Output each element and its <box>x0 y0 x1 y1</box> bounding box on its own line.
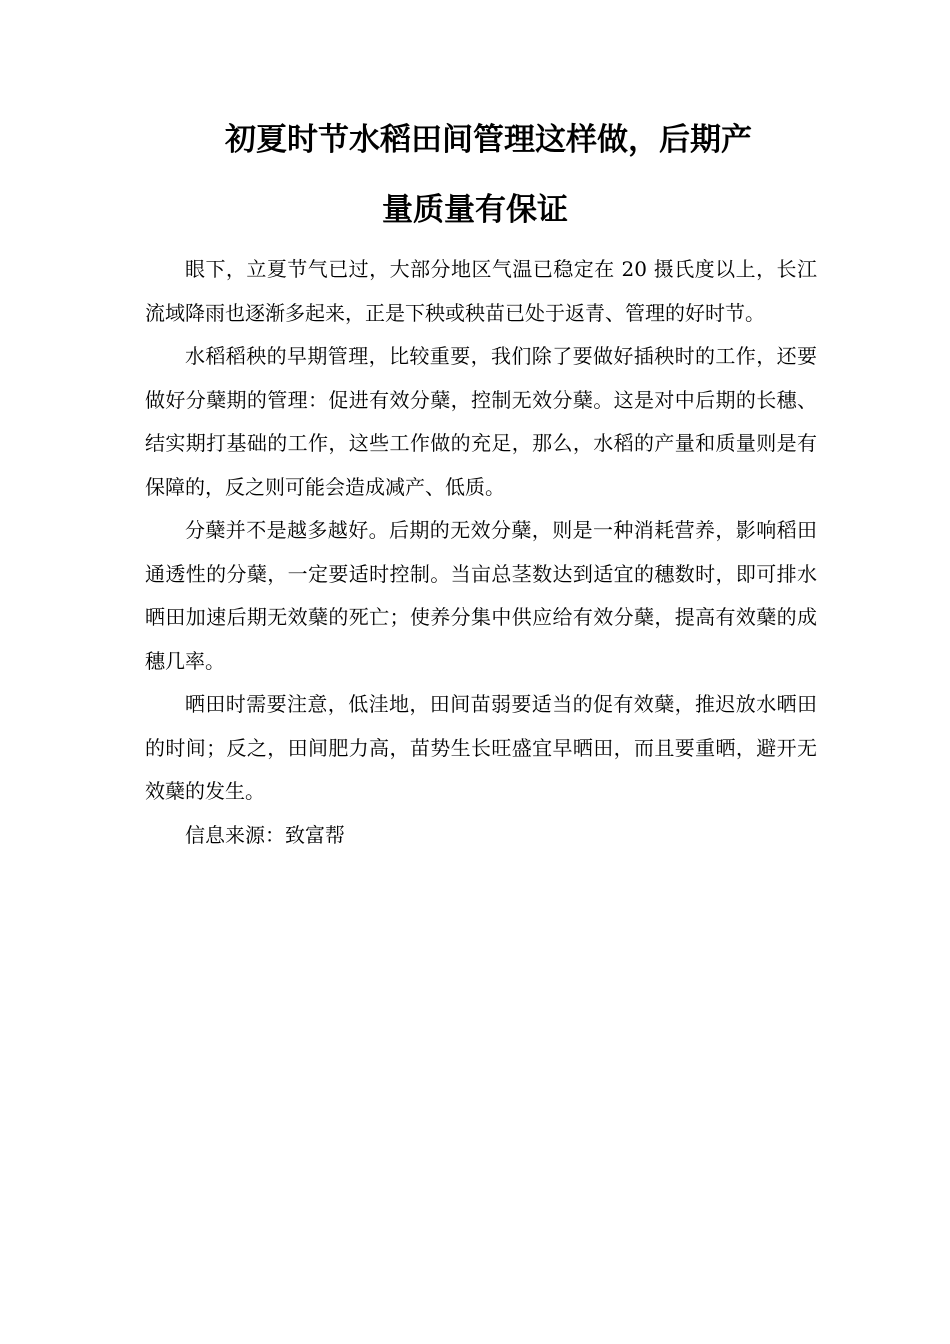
paragraph-intro: 眼下，立夏节气已过，大部分地区气温已稳定在 20 摄氏度以上，长江流域降雨也逐渐多起来，正是下秧或秧苗已处于返青、管理的好时节。 <box>145 257 817 325</box>
document-title <box>145 118 805 232</box>
title-line-2: 量质量有保证 <box>382 192 568 228</box>
paragraph-tillering: 分蘖并不是越多越好。后期的无效分蘖，则是一种消耗营养，影响稻田通透性的分蘖，一定要适时控制。当亩总茎数达到适宜的穗数时，即可排水晒田加速后期无效蘖的死亡；使养分集中供应给有效分蘖，提高有效蘖的成穗几率。 <box>145 518 817 673</box>
paragraph-field-drying: 晒田时需要注意，低洼地，田间苗弱要适当的促有效蘖，推迟放水晒田的时间；反之，田间肥力高，苗势生长旺盛宜早晒田，而且要重晒，避开无效蘖的发生。 <box>145 692 817 803</box>
title-line-1: 初夏时节水稻田间管理这样做，后期产 <box>225 122 752 158</box>
paragraph-early-management: 水稻稻秧的早期管理，比较重要，我们除了要做好插秧时的工作，还要做好分蘖期的管理：促进有效分蘖，控制无效分蘖。这是对中后期的长穗、结实期打基础的工作，这些工作做的充足，那么，水稻的产量和质量则是有保障的，反之则可能会造成减产、低质。 <box>145 344 817 499</box>
paragraph-source: 信息来源：致富帮 <box>185 822 345 847</box>
document-body <box>145 248 817 857</box>
